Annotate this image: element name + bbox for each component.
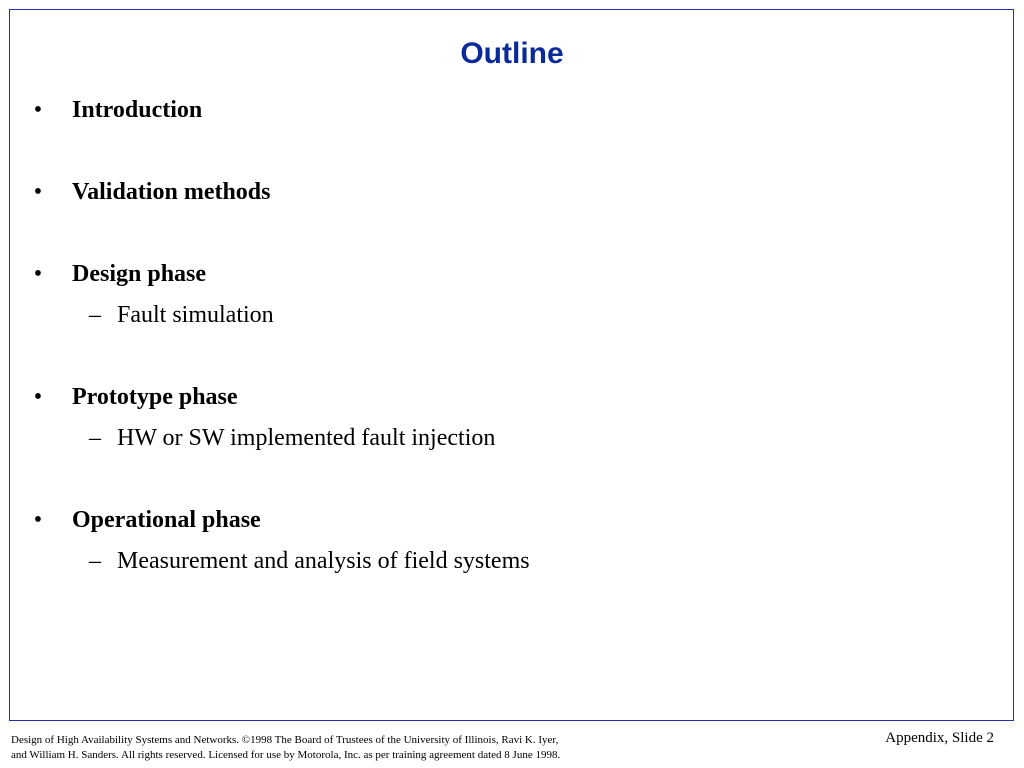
outline-item-label: Design phase	[72, 261, 207, 287]
outline-item-label: Validation methods	[72, 179, 271, 205]
dash-icon: –	[89, 302, 101, 328]
bullet-icon: •	[33, 97, 43, 123]
bullet-icon: •	[33, 507, 43, 533]
dash-icon: –	[89, 425, 101, 451]
bullet-icon: •	[33, 261, 43, 287]
outline-item-label: Operational phase	[72, 507, 261, 533]
outline-subitem-label: Measurement and analysis of field systems	[117, 548, 530, 574]
slide-title: Outline	[460, 37, 564, 70]
slide-number-label: Appendix, Slide 2	[885, 730, 994, 746]
outline-item-label: Prototype phase	[72, 384, 238, 410]
copyright-line-1: Design of High Availability Systems and Networks. ©1998 The Board of Trustees of the University of Illinois, Ravi K. Iyer,	[11, 734, 559, 746]
outline-subitem-label: HW or SW implemented fault injection	[117, 425, 496, 451]
dash-icon: –	[89, 548, 101, 574]
outline-item-label: Introduction	[72, 97, 203, 123]
outline-subitem-label: Fault simulation	[117, 302, 274, 328]
bullet-icon: •	[33, 384, 43, 410]
bullet-icon: •	[33, 179, 43, 205]
copyright-line-2: and William H. Sanders. All rights reserved. Licensed for use by Motorola, Inc. as per training agreement dated 8 June 1998.	[11, 749, 561, 761]
copyright-notice	[11, 733, 560, 763]
